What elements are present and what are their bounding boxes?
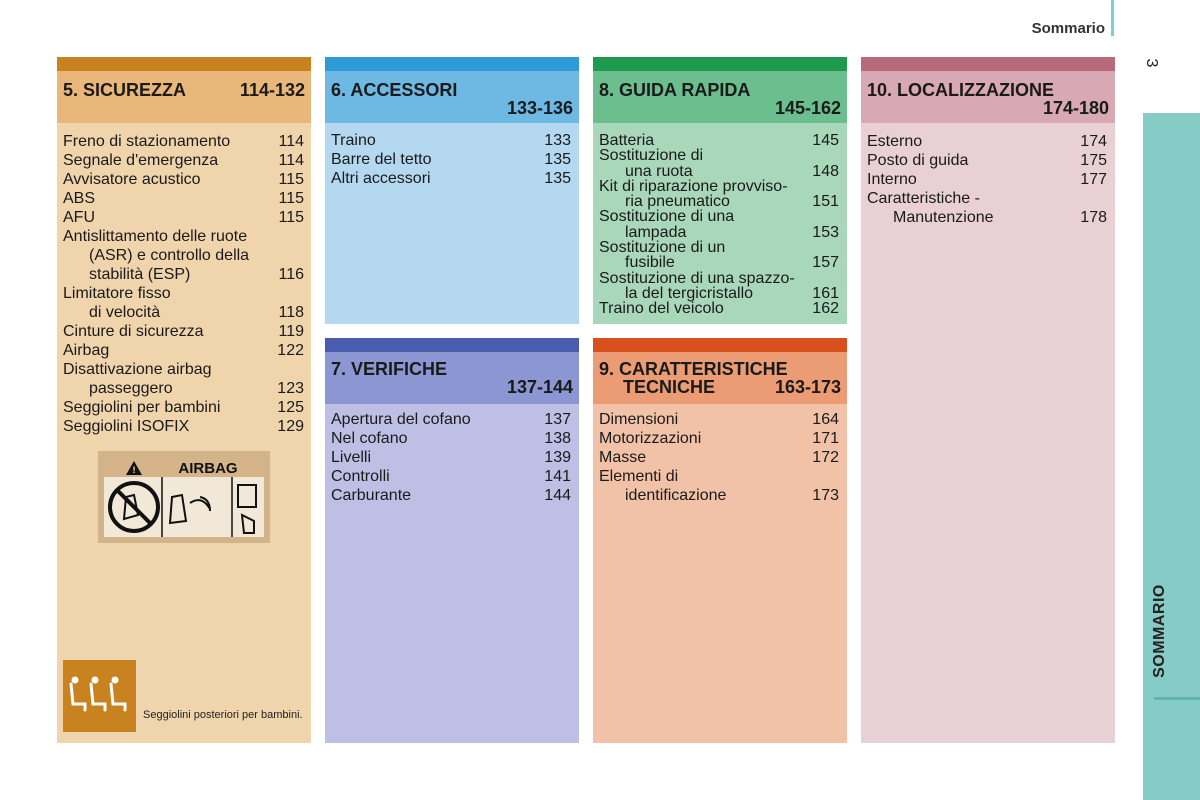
section-items	[331, 131, 571, 188]
toc-entry[interactable]	[599, 429, 839, 448]
toc-entry[interactable]	[599, 448, 839, 467]
manual-icon	[238, 485, 256, 507]
toc-entry[interactable]	[63, 322, 304, 341]
toc-entry[interactable]	[599, 271, 839, 286]
toc-entry[interactable]	[331, 467, 571, 486]
toc-entry-label: Antislittamento delle ruote	[63, 228, 248, 245]
toc-entry-page: 118	[278, 304, 304, 321]
section-header	[593, 71, 847, 123]
toc-entry[interactable]	[63, 132, 304, 151]
section-pages: 145-162	[774, 98, 841, 118]
section-body	[593, 404, 847, 743]
toc-entry-label: di velocità	[89, 304, 161, 321]
section-color-bar	[57, 57, 311, 71]
toc-entry-label: Elementi di	[599, 468, 679, 485]
toc-entry-label: Barre del tetto	[331, 151, 432, 168]
section-title: 5. SICUREZZA	[63, 80, 187, 100]
section-items	[599, 410, 839, 505]
section-items	[331, 410, 571, 505]
toc-entry-label: Livelli	[331, 449, 372, 466]
toc-entry-page: 178	[1080, 209, 1107, 226]
toc-entry[interactable]	[867, 151, 1107, 170]
toc-entry-page: 137	[544, 411, 571, 428]
section-body	[325, 404, 579, 743]
toc-entry-page: 151	[812, 193, 839, 211]
toc-entry[interactable]	[63, 417, 304, 436]
toc-entry[interactable]	[867, 170, 1107, 189]
toc-entry-page: 172	[812, 449, 839, 466]
sidebar-divider	[1154, 697, 1200, 700]
toc-entry[interactable]	[867, 208, 1107, 227]
section-color-bar	[325, 338, 579, 352]
toc-entry-page: 116	[278, 266, 304, 283]
toc-entry[interactable]	[63, 284, 304, 303]
toc-entry[interactable]	[63, 189, 304, 208]
toc-entry[interactable]	[599, 194, 839, 209]
toc-entry-page: 145	[812, 132, 839, 149]
toc-entry-page: 139	[544, 449, 571, 466]
section-header	[57, 71, 311, 123]
toc-entry[interactable]	[867, 189, 1107, 208]
airbag-warning-graphic	[104, 457, 264, 537]
toc-entry-page: 123	[277, 380, 304, 397]
section-color-bar	[593, 57, 847, 71]
toc-entry-label: Interno	[867, 171, 917, 188]
toc-entry[interactable]	[63, 246, 304, 265]
section-title: 7. VERIFICHE	[331, 359, 448, 379]
section-header	[325, 352, 579, 404]
section-verifiche	[325, 338, 579, 743]
section-pages: 163-173	[774, 377, 841, 397]
toc-entry-label: Kit di riparazione provviso-	[599, 177, 788, 195]
toc-entry-page: 114	[278, 133, 304, 150]
child-seats-icon	[63, 660, 136, 732]
toc-entry-label: AFU	[63, 209, 95, 226]
toc-entry-label: Airbag	[63, 342, 110, 359]
toc-entry-page: 174	[1080, 133, 1107, 150]
toc-entry-page: 115	[278, 190, 304, 207]
toc-entry[interactable]	[599, 255, 839, 270]
section-header	[593, 352, 847, 404]
toc-entry-page: 164	[812, 411, 839, 428]
header-divider	[1111, 0, 1114, 36]
toc-entry-label: una ruota	[625, 162, 693, 180]
toc-entry-page: 135	[544, 170, 571, 187]
toc-entry-label: Sostituzione di una spazzo-	[599, 269, 795, 287]
section-pages: 174-180	[1042, 98, 1109, 118]
toc-entry-page: 114	[278, 152, 304, 169]
airbag-deploy-icon	[170, 495, 210, 523]
toc-entry[interactable]	[63, 170, 304, 189]
toc-entry-label: Motorizzazioni	[599, 430, 702, 447]
toc-entry[interactable]	[331, 131, 571, 150]
toc-entry-label: (ASR) e controllo della	[89, 247, 250, 264]
toc-entry-label: Carburante	[331, 487, 412, 504]
toc-entry[interactable]	[599, 148, 839, 163]
section-guida-rapida	[593, 57, 847, 324]
toc-entry[interactable]	[867, 132, 1107, 151]
toc-entry[interactable]	[599, 486, 839, 505]
toc-entry-label: Posto di guida	[867, 152, 969, 169]
toc-entry-label: ABS	[63, 190, 96, 207]
toc-entry[interactable]	[63, 208, 304, 227]
toc-entry-label: Sostituzione di	[599, 147, 704, 165]
toc-entry-page: 153	[812, 223, 839, 241]
toc-entry-page: 122	[277, 342, 304, 359]
toc-entry[interactable]	[599, 286, 839, 301]
toc-entry-label: stabilità (ESP)	[89, 266, 191, 283]
section-sicurezza	[57, 57, 311, 743]
section-body	[325, 123, 579, 324]
toc-entry-label: Nel cofano	[331, 430, 408, 447]
toc-entry-label: la del tergicristallo	[625, 284, 754, 302]
toc-entry-page: 129	[277, 418, 304, 435]
toc-entry-page: 141	[544, 468, 571, 485]
toc-entry-page: 171	[812, 430, 839, 447]
toc-entry-label: Dimensioni	[599, 411, 679, 428]
toc-entry[interactable]	[599, 240, 839, 255]
section-body	[593, 123, 847, 324]
toc-entry-page: 148	[812, 162, 839, 180]
section-pages: 114-132	[239, 80, 305, 100]
toc-entry-label: Sostituzione di una	[599, 208, 735, 226]
section-items	[63, 132, 304, 436]
section-title: 9. CARATTERISTICHE	[599, 359, 788, 379]
rear-seats-icon	[63, 660, 136, 732]
section-localizzazione	[861, 57, 1115, 743]
toc-entry-label: Controlli	[331, 468, 390, 485]
toc-entry[interactable]	[599, 164, 839, 179]
section-title: 8. GUIDA RAPIDA	[599, 80, 751, 100]
toc-entry-page: 144	[544, 487, 571, 504]
toc-entry[interactable]	[599, 410, 839, 429]
toc-entry-label: Apertura del cofano	[331, 411, 471, 428]
rear-seats-caption: Seggiolini posteriori per bambini.	[143, 709, 303, 721]
page-title: Sommario	[1031, 20, 1105, 37]
toc-entry-page: 125	[277, 399, 304, 416]
section-color-bar	[325, 57, 579, 71]
toc-entry-label: Altri accessori	[331, 170, 431, 187]
toc-entry[interactable]	[63, 151, 304, 170]
toc-entry-page: 173	[812, 487, 839, 504]
toc-entry[interactable]	[63, 360, 304, 379]
section-body	[861, 123, 1115, 743]
toc-entry-label: Cinture di sicurezza	[63, 323, 204, 340]
section-pages: 137-144	[506, 377, 573, 397]
toc-entry-label: passeggero	[89, 380, 173, 397]
toc-entry-label: Masse	[599, 449, 647, 466]
toc-entry-page: 115	[278, 171, 304, 188]
toc-entry[interactable]	[331, 150, 571, 169]
toc-entry[interactable]	[599, 179, 839, 194]
toc-entry-label: Avvisatore acustico	[63, 171, 201, 188]
toc-entry[interactable]	[331, 429, 571, 448]
toc-entry-label: identificazione	[625, 487, 727, 504]
toc-entry-page: 162	[812, 300, 839, 318]
toc-entry[interactable]	[599, 133, 839, 148]
sidebar-label: SOMMARIO	[1151, 584, 1168, 678]
section-color-bar	[593, 338, 847, 352]
toc-entry-label: Esterno	[867, 133, 923, 150]
section-items	[599, 133, 839, 317]
toc-entry[interactable]	[331, 410, 571, 429]
toc-entry-label: ria pneumatico	[625, 193, 730, 211]
toc-entry[interactable]	[599, 209, 839, 224]
toc-entry-page: 135	[544, 151, 571, 168]
toc-entry[interactable]	[599, 467, 839, 486]
toc-entry-label: Manutenzione	[893, 209, 994, 226]
toc-entry-page: 161	[812, 284, 839, 302]
section-title-line2: TECNICHE	[623, 377, 716, 397]
toc-entry-label: Limitatore fisso	[63, 285, 171, 302]
section-header	[325, 71, 579, 123]
toc-entry-page: 177	[1080, 171, 1107, 188]
toc-entry-page: 133	[544, 132, 571, 149]
toc-entry-label: Batteria	[599, 132, 655, 149]
toc-entry-label: Seggiolini ISOFIX	[63, 418, 190, 435]
section-caratteristiche	[593, 338, 847, 743]
section-title: 10. LOCALIZZAZIONE	[867, 80, 1055, 100]
toc-entry[interactable]	[331, 486, 571, 505]
section-header	[861, 71, 1115, 123]
section-color-bar	[861, 57, 1115, 71]
toc-entry[interactable]	[599, 301, 839, 316]
toc-entry[interactable]	[63, 379, 304, 398]
toc-entry-label: fusibile	[625, 254, 675, 272]
toc-entry-page: 115	[278, 209, 304, 226]
toc-entry-page: 175	[1080, 152, 1107, 169]
toc-entry[interactable]	[331, 169, 571, 188]
toc-entry-label: Seggiolini per bambini	[63, 399, 221, 416]
section-title: 6. ACCESSORI	[331, 80, 458, 100]
toc-entry[interactable]	[63, 227, 304, 246]
toc-entry-label: Segnale d'emergenza	[63, 152, 219, 169]
toc-entry-label: Caratteristiche -	[867, 190, 980, 207]
toc-entry[interactable]	[331, 448, 571, 467]
toc-entry-label: Freno di stazionamento	[63, 133, 231, 150]
page-number: 3	[1143, 58, 1160, 68]
toc-entry[interactable]	[63, 341, 304, 360]
toc-entry-label: Traino	[331, 132, 376, 149]
section-accessori	[325, 57, 579, 324]
section-body	[57, 123, 311, 743]
toc-entry-label: Sostituzione di un	[599, 239, 726, 257]
toc-entry-page: 138	[544, 430, 571, 447]
toc-entry[interactable]	[599, 225, 839, 240]
svg-text:!: !	[131, 466, 137, 476]
toc-entry-page: 157	[812, 254, 839, 272]
toc-entry-label: lampada	[625, 223, 687, 241]
toc-entry-label: Traino del veicolo	[599, 300, 724, 318]
section-items	[867, 132, 1107, 227]
toc-entry[interactable]	[63, 303, 304, 322]
toc-entry-page: 119	[278, 323, 304, 340]
airbag-label-text: AIRBAG	[178, 460, 238, 477]
toc-entry[interactable]	[63, 398, 304, 417]
toc-entry-label: Disattivazione airbag	[63, 361, 212, 378]
section-pages: 133-136	[506, 98, 573, 118]
toc-entry[interactable]	[63, 265, 304, 284]
